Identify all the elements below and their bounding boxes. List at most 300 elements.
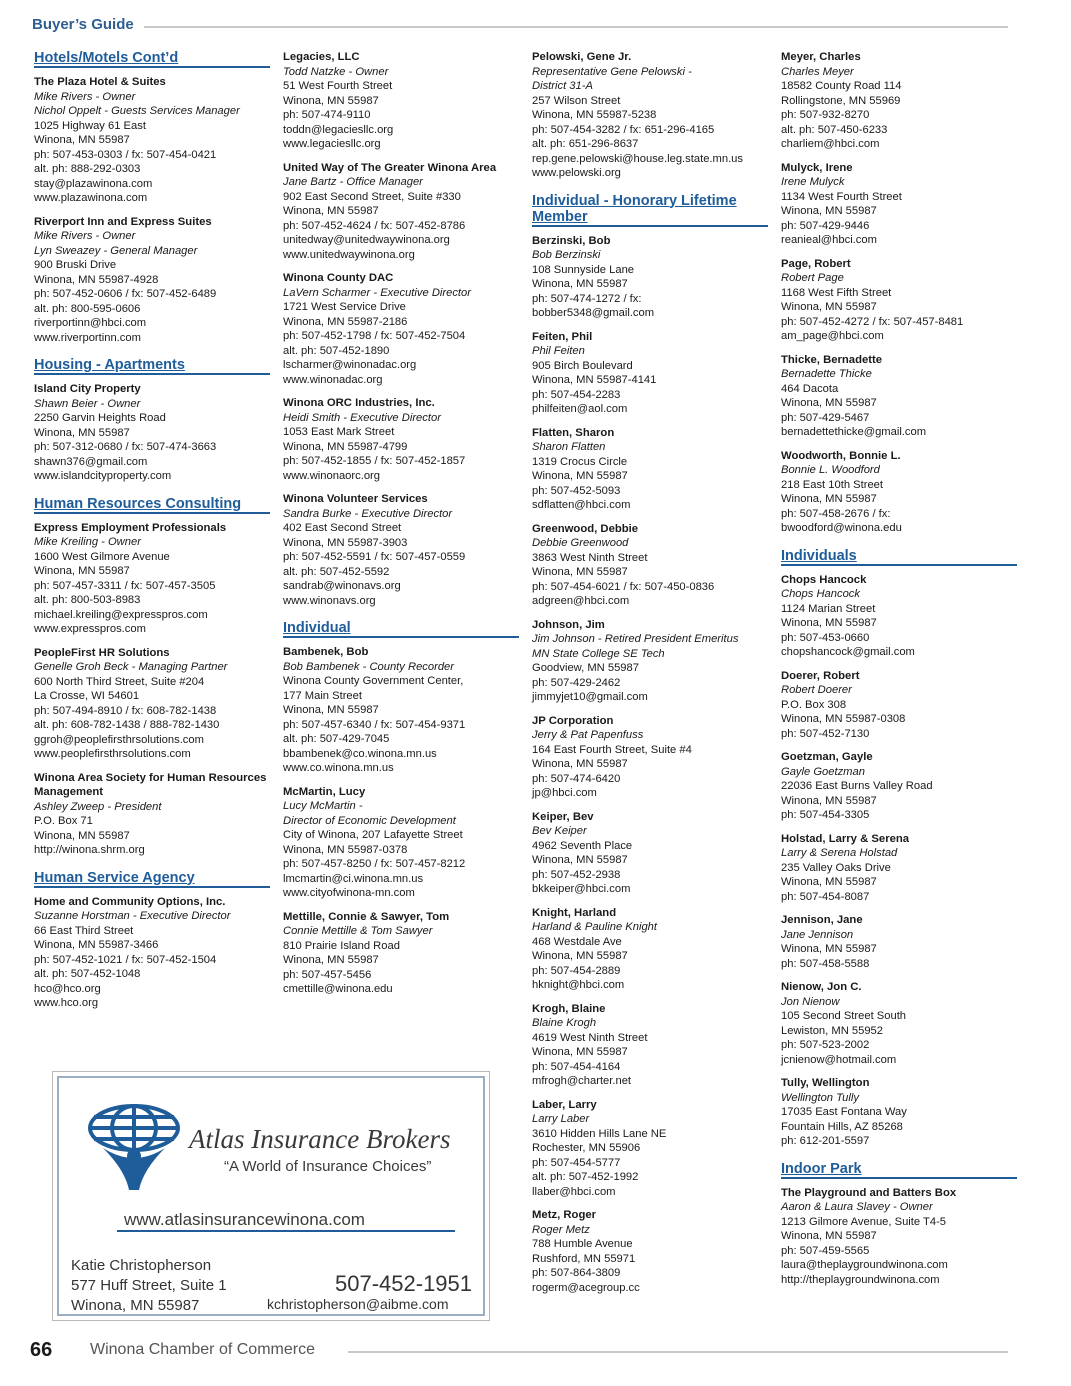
entry-name: Holstad, Larry & Serena <box>781 832 910 845</box>
entry-detail: ph: 507-474-9110 <box>283 109 371 121</box>
entry-name: Tully, Wellington <box>781 1077 870 1089</box>
entry-link[interactable]: shawn376@gmail.com <box>34 455 148 468</box>
entry-name: The Playground and Batters Box <box>781 1186 957 1199</box>
entry-detail: Winona, MN 55987 <box>532 470 628 482</box>
entry-contact: Jane Bartz - Office Manager <box>283 176 423 188</box>
entry-detail: 108 Sunnyside Lane <box>532 263 635 276</box>
directory-entry <box>34 215 270 346</box>
entry-link[interactable]: jcnienow@hotmail.com <box>781 1053 897 1066</box>
directory-entry <box>283 161 519 263</box>
entry-link[interactable]: philfeiten@aol.com <box>532 403 628 415</box>
entry-link[interactable]: www.hco.org <box>34 997 99 1009</box>
entry-link[interactable]: sandrab@winonavs.org <box>283 580 401 592</box>
entry-link[interactable]: lmcmartin@ci.winona.mn.us <box>283 872 424 885</box>
directory-entry <box>283 50 519 152</box>
entry-name: Jennison, Jane <box>781 914 863 926</box>
entry-contact: Connie Mettille & Tom Sawyer <box>283 925 433 937</box>
entry-detail: Winona, MN 55987 <box>781 794 877 807</box>
entry-link[interactable]: www.plazawinona.com <box>34 192 148 204</box>
entry-link[interactable]: bobber5348@gmail.com <box>532 307 655 319</box>
entry-detail: P.O. Box 71 <box>34 815 93 827</box>
entry-detail: ph: 507-429-2462 <box>532 676 621 689</box>
entry-detail: 1721 West Service Drive <box>283 301 406 313</box>
entry-detail: ph: 507-454-5777 <box>532 1156 621 1169</box>
entry-detail: ph: 507-454-6021 / fx: 507-450-0836 <box>532 580 715 593</box>
entry-detail: Winona, MN 55987 <box>532 566 628 578</box>
page-footer <box>30 1339 1008 1363</box>
entry-name: Feiten, Phil <box>532 330 593 343</box>
entry-detail: ph: 507-452-7130 <box>781 727 870 740</box>
entry-name: Chops Hancock <box>781 573 867 586</box>
entry-link[interactable]: www.legaciesllc.org <box>283 138 381 150</box>
entry-contact: Sharon Flatten <box>532 441 606 453</box>
entry-detail: ph: 507-454-4164 <box>532 1060 621 1073</box>
entry-detail: Winona, MN 55987 <box>781 301 877 313</box>
entry-detail: ph: 507-454-2283 <box>532 388 621 401</box>
entry-contact: Bev Keiper <box>532 825 587 837</box>
entry-link[interactable]: ggroh@peoplefirsthrsolutions.com <box>34 733 204 746</box>
entry-detail: ph: 507-452-4272 / fx: 507-457-8481 <box>781 315 964 328</box>
entry-detail: 3610 Hidden Hills Lane NE <box>532 1127 667 1140</box>
entry-name: PeopleFirst HR Solutions <box>34 646 170 659</box>
entry-detail: Winona, MN 55987 <box>532 758 628 770</box>
entry-detail: 1168 West Fifth Street <box>781 286 892 299</box>
entry-link[interactable]: www.riverportinn.com <box>34 331 141 344</box>
directory-entry <box>283 271 519 387</box>
entry-contact: Mike Rivers - Owner <box>34 90 136 103</box>
directory-entry <box>781 832 1017 905</box>
entry-detail: Winona, MN 55987 <box>781 205 877 217</box>
entry-name: Winona County DAC <box>283 272 394 284</box>
entry-detail: 164 East Fourth Street, Suite #4 <box>532 743 692 756</box>
entry-detail: ph: 507-457-3311 / fx: 507-457-3505 <box>34 579 216 592</box>
directory-entry <box>781 750 1017 823</box>
atlas-insurance-advertisement <box>52 1071 490 1321</box>
entry-detail: 788 Humble Avenue <box>532 1238 633 1250</box>
entry-link[interactable]: unitedway@unitedwaywinona.org <box>283 234 450 246</box>
directory-entry <box>781 449 1017 536</box>
entry-detail: 17035 East Fontana Way <box>781 1106 907 1118</box>
entry-name: Winona ORC Industries, Inc. <box>283 397 435 409</box>
directory-entry <box>532 1098 768 1200</box>
entry-detail: 600 North Third Street, Suite #204 <box>34 675 205 688</box>
entry-detail: Rochester, MN 55906 <box>532 1142 641 1154</box>
directory-column-4 <box>781 50 1017 1296</box>
directory-entry <box>781 1076 1017 1149</box>
entry-detail: 468 Westdale Ave <box>532 935 622 948</box>
entry-link[interactable]: www.pelowski.org <box>532 167 621 179</box>
entry-link[interactable]: bkkeiper@hbci.com <box>532 883 631 895</box>
directory-column-2 <box>283 50 519 1006</box>
entry-detail: City of Winona, 207 Lafayette Street <box>283 829 463 841</box>
entry-detail: alt. ph: 608-782-1438 / 888-782-1430 <box>34 719 220 731</box>
entry-detail: Winona, MN 55987-3903 <box>283 536 408 549</box>
entry-contact: Genelle Groh Beck - Managing Partner <box>34 661 228 673</box>
entry-link[interactable]: am_page@hbci.com <box>781 330 884 342</box>
publication-name: Winona Chamber of Commerce <box>90 1341 315 1358</box>
entry-contact: Suzanne Horstman - Executive Director <box>34 910 231 922</box>
entry-name: Woodworth, Bonnie L. <box>781 449 901 462</box>
entry-detail: ph: 507-932-8270 <box>781 109 870 121</box>
entry-link[interactable]: bernadettethicke@gmail.com <box>781 426 927 438</box>
entry-detail: Winona, MN 55987 <box>781 943 877 955</box>
entry-link[interactable]: bbambenek@co.winona.mn.us <box>283 747 437 760</box>
directory-entry <box>34 521 270 637</box>
ad-agent-city: Winona, MN 55987 <box>71 1297 200 1314</box>
directory-entry <box>532 810 768 897</box>
entry-detail: Winona, MN 55987 <box>283 94 379 107</box>
entry-name: Berzinski, Bob <box>532 234 611 247</box>
entry-detail: ph: 612-201-5597 <box>781 1135 870 1147</box>
entry-contact: Sandra Burke - Executive Director <box>283 507 453 520</box>
entry-detail: Winona, MN 55987 <box>34 829 130 842</box>
ad-slogan: “A World of Insurance Choices” <box>224 1158 432 1175</box>
entry-detail: ph: 507-312-0680 / fx: 507-474-3663 <box>34 441 217 453</box>
entry-link[interactable]: reanieal@hbci.com <box>781 234 877 246</box>
entry-detail: Winona, MN 55987 <box>34 426 130 439</box>
entry-detail: Rushford, MN 55971 <box>532 1252 636 1265</box>
entry-contact: Larry Laber <box>532 1113 590 1125</box>
entry-detail: ph: 507-452-5591 / fx: 507-457-0559 <box>283 551 466 563</box>
entry-detail: ph: 507-458-5588 <box>781 957 870 970</box>
entry-name: Legacies, LLC <box>283 51 360 63</box>
entry-link[interactable]: sdflatten@hbci.com <box>532 499 631 511</box>
entry-link[interactable]: riverportinn@hbci.com <box>34 317 147 329</box>
entry-detail: alt. ph: 800-503-8983 <box>34 594 141 606</box>
entry-detail: ph: 507-457-5456 <box>283 968 372 981</box>
entry-detail: 905 Birch Boulevard <box>532 359 633 372</box>
entry-detail: 1319 Crocus Circle <box>532 455 628 468</box>
directory-entry <box>532 1208 768 1295</box>
entry-detail: ph: 507-523-2002 <box>781 1039 870 1051</box>
entry-contact: Blaine Krogh <box>532 1017 597 1029</box>
entry-contact: Chops Hancock <box>781 588 860 600</box>
entry-name: Pelowski, Gene Jr. <box>532 51 632 63</box>
entry-detail: 1124 Marian Street <box>781 602 876 615</box>
entry-link[interactable]: www.winonavs.org <box>283 594 376 607</box>
entry-detail: 402 East Second Street <box>283 522 402 534</box>
directory-entry <box>283 492 519 608</box>
entry-detail: Winona, MN 55987 <box>532 1046 628 1058</box>
entry-detail: Winona, MN 55987 <box>283 954 379 966</box>
entry-contact: Lyn Sweazey - General Manager <box>34 244 198 257</box>
entry-name: Bambenek, Bob <box>283 646 369 658</box>
directory-entry <box>781 573 1017 660</box>
entry-link[interactable]: michael.kreiling@expresspros.com <box>34 608 208 621</box>
entry-link[interactable]: chopshancock@gmail.com <box>781 646 915 658</box>
entry-detail: Winona, MN 55987-0378 <box>283 843 408 856</box>
entry-link[interactable]: http://theplaygroundwinona.com <box>781 1273 940 1286</box>
globe-figure-icon <box>83 1098 185 1192</box>
entry-detail: Winona, MN 55987-4799 <box>283 440 408 453</box>
entry-link[interactable]: jp@hbci.com <box>532 787 597 799</box>
entry-contact: Jerry & Pat Papenfuss <box>532 729 644 741</box>
entry-detail: 810 Prairie Island Road <box>283 939 400 952</box>
entry-detail: ph: 507-452-2938 <box>532 868 621 881</box>
entry-detail: ph: 507-458-2676 / fx: <box>781 507 891 520</box>
entry-link[interactable]: rogerm@acegroup.cc <box>532 1281 640 1294</box>
entry-detail: 464 Dacota <box>781 382 839 395</box>
directory-entry <box>532 522 768 609</box>
header-rule <box>144 26 1008 28</box>
entry-link[interactable]: cmettille@winona.edu <box>283 983 393 995</box>
entry-detail: 218 East 10th Street <box>781 478 883 491</box>
entry-detail: 1053 East Mark Street <box>283 426 395 438</box>
entry-name: Thicke, Bernadette <box>781 353 883 366</box>
entry-detail: ph: 507-457-8250 / fx: 507-457-8212 <box>283 858 466 870</box>
entry-detail: 4619 West Ninth Street <box>532 1031 648 1044</box>
entry-name: Express Employment Professionals <box>34 521 227 534</box>
entry-detail: Winona, MN 55987 <box>781 1230 877 1242</box>
entry-detail: Winona, MN 55987 <box>34 565 130 577</box>
ad-agent-street: 577 Huff Street, Suite 1 <box>71 1277 227 1294</box>
entry-detail: Winona, MN 55987-4141 <box>532 374 657 386</box>
entry-detail: alt. ph: 507-429-7045 <box>283 733 390 745</box>
entry-link[interactable]: www.co.winona.mn.us <box>283 762 394 774</box>
entry-detail: ph: 507-452-5093 <box>532 484 621 497</box>
entry-detail: ph: 507-494-8910 / fx: 608-782-1438 <box>34 704 217 717</box>
entry-contact: Charles Meyer <box>781 65 854 78</box>
entry-contact: Mike Kreiling - Owner <box>34 536 141 548</box>
entry-link[interactable]: hknight@hbci.com <box>532 979 625 991</box>
entry-detail: ph: 507-459-5565 <box>781 1244 870 1257</box>
entry-link[interactable]: www.winonadac.org <box>283 373 383 386</box>
entry-link[interactable]: http://winona.shrm.org <box>34 844 145 856</box>
entry-detail: 22036 East Burns Valley Road <box>781 780 933 792</box>
entry-detail: Fountain Hills, AZ 85268 <box>781 1120 903 1133</box>
entry-detail: ph: 507-452-1798 / fx: 507-452-7504 <box>283 330 466 342</box>
entry-detail: ph: 507-453-0303 / fx: 507-454-0421 <box>34 148 217 161</box>
entry-contact: Bernadette Thicke <box>781 368 872 380</box>
directory-entry <box>781 257 1017 344</box>
entry-detail: Lewiston, MN 55952 <box>781 1024 883 1037</box>
entry-contact: Director of Economic Development <box>283 814 456 827</box>
entry-name: Goetzman, Gayle <box>781 751 873 763</box>
entry-link[interactable]: jimmyjet10@gmail.com <box>532 691 648 703</box>
directory-entry <box>34 771 270 858</box>
entry-link[interactable]: laura@theplaygroundwinona.com <box>781 1259 948 1271</box>
entry-detail: Winona, MN 55987-0308 <box>781 713 906 725</box>
entry-name: Meyer, Charles <box>781 51 861 63</box>
ad-divider <box>117 1230 455 1232</box>
entry-detail: 3863 West Ninth Street <box>532 551 648 564</box>
entry-link[interactable]: lscharmer@winonadac.org <box>283 359 417 371</box>
page-number: 66 <box>30 1339 53 1361</box>
entry-detail: 105 Second Street South <box>781 1010 907 1022</box>
entry-detail: Rollingstone, MN 55969 <box>781 94 901 107</box>
directory-entry <box>34 646 270 762</box>
directory-entry <box>781 161 1017 248</box>
entry-detail: ph: 507-474-1272 / fx: <box>532 292 642 305</box>
entry-detail: 257 Wilson Street <box>532 94 621 107</box>
entry-detail: 177 Main Street <box>283 689 362 702</box>
directory-entry <box>781 913 1017 971</box>
entry-contact: Phil Feiten <box>532 345 585 357</box>
section-heading: Human Resources Consulting <box>34 496 270 514</box>
entry-name: Keiper, Bev <box>532 810 594 823</box>
entry-detail: ph: 507-454-8087 <box>781 890 870 903</box>
entry-contact: Debbie Greenwood <box>532 537 629 549</box>
entry-detail: alt. ph: 507-452-1890 <box>283 344 390 357</box>
entry-name: Mulyck, Irene <box>781 161 853 174</box>
ad-agent-block <box>71 1256 227 1316</box>
entry-name: Nienow, Jon C. <box>781 981 862 993</box>
entry-detail: 66 East Third Street <box>34 924 134 937</box>
entry-contact: Jon Nienow <box>781 995 840 1008</box>
entry-detail: ph: 507-452-1855 / fx: 507-452-1857 <box>283 455 466 467</box>
section-heading: Individual - Honorary Lifetime Member <box>532 193 768 227</box>
entry-contact: Larry & Serena Holstad <box>781 847 898 859</box>
directory-entry <box>34 895 270 1011</box>
ad-website[interactable]: www.atlasinsurancewinona.com <box>124 1210 365 1229</box>
directory-entry <box>781 50 1017 152</box>
directory-entry <box>532 906 768 993</box>
entry-link[interactable]: adgreen@hbci.com <box>532 595 630 607</box>
section-heading: Indoor Park <box>781 1161 1017 1179</box>
directory-entry <box>781 980 1017 1067</box>
entry-contact: Shawn Beier - Owner <box>34 397 141 410</box>
entry-detail: ph: 507-864-3809 <box>532 1267 621 1279</box>
entry-name: Home and Community Options, Inc. <box>34 895 226 908</box>
entry-detail: Winona, MN 55987 <box>532 950 628 962</box>
entry-contact: Nichol Oppelt - Guests Services Manager <box>34 105 240 117</box>
entry-detail: 18582 County Road 114 <box>781 80 902 92</box>
entry-detail: alt. ph: 507-452-1048 <box>34 968 141 980</box>
directory-entry <box>532 50 768 181</box>
ad-email[interactable]: kchristopherson@aibme.com <box>267 1296 449 1312</box>
entry-detail: ph: 507-454-2889 <box>532 964 621 977</box>
directory-entry <box>34 75 270 206</box>
entry-detail: 1134 West Fourth Street <box>781 190 902 203</box>
directory-entry <box>532 714 768 801</box>
entry-name: Krogh, Blaine <box>532 1002 606 1015</box>
entry-contact: Bonnie L. Woodford <box>781 464 880 476</box>
entry-contact: Robert Page <box>781 272 844 284</box>
entry-link[interactable]: stay@plazawinona.com <box>34 177 153 190</box>
entry-detail: alt. ph: 507-450-6233 <box>781 123 888 136</box>
entry-name: Knight, Harland <box>532 906 617 919</box>
directory-column-3 <box>532 50 768 1304</box>
entry-detail: alt. ph: 651-296-8637 <box>532 138 639 150</box>
entry-detail: 235 Valley Oaks Drive <box>781 861 891 874</box>
entry-detail: Goodview, MN 55987 <box>532 662 639 674</box>
section-heading: Human Service Agency <box>34 870 270 888</box>
entry-detail: ph: 507-452-4624 / fx: 507-452-8786 <box>283 219 466 232</box>
entry-link[interactable]: www.islandcityproperty.com <box>34 470 172 482</box>
entry-detail: 1213 Gilmore Avenue, Suite T4-5 <box>781 1215 947 1228</box>
entry-name: McMartin, Lucy <box>283 785 366 798</box>
entry-detail: alt. ph: 888-292-0303 <box>34 163 141 175</box>
entry-contact: District 31-A <box>532 80 593 92</box>
entry-detail: ph: 507-474-6420 <box>532 772 621 785</box>
entry-detail: La Crosse, WI 54601 <box>34 690 140 702</box>
entry-link[interactable]: hco@hco.org <box>34 982 101 995</box>
page-header <box>32 16 1008 38</box>
entry-detail: ph: 507-429-5467 <box>781 411 870 424</box>
entry-detail: Winona, MN 55987 <box>532 854 628 866</box>
entry-detail: Winona, MN 55987-4928 <box>34 273 159 286</box>
ad-agent-name: Katie Christopherson <box>71 1257 212 1274</box>
entry-contact: Lucy McMartin - <box>283 800 363 812</box>
entry-detail: 2250 Garvin Heights Road <box>34 412 166 424</box>
entry-detail: Winona, MN 55987 <box>532 278 628 290</box>
entry-detail: Winona, MN 55987 <box>34 134 130 146</box>
entry-name: Flatten, Sharon <box>532 426 615 439</box>
entry-detail: ph: 507-454-3282 / fx: 651-296-4165 <box>532 123 715 136</box>
entry-detail: 900 Bruski Drive <box>34 259 117 271</box>
entry-detail: ph: 507-453-0660 <box>781 631 870 644</box>
entry-contact: Todd Natzke - Owner <box>283 65 389 78</box>
entry-link[interactable]: rep.gene.pelowski@house.leg.state.mn.us <box>532 152 743 165</box>
directory-entry <box>781 669 1017 742</box>
directory-entry <box>283 785 519 901</box>
entry-link[interactable]: www.winonaorc.org <box>283 469 380 482</box>
entry-detail: alt. ph: 507-452-5592 <box>283 565 390 578</box>
entry-detail: ph: 507-454-3305 <box>781 809 870 821</box>
directory-entry <box>34 382 270 484</box>
section-heading: Individuals <box>781 548 1017 566</box>
footer-rule <box>348 1351 1008 1353</box>
entry-detail: Winona, MN 55987 <box>781 617 877 629</box>
entry-detail: ph: 507-452-0606 / fx: 507-452-6489 <box>34 288 217 300</box>
directory-entry <box>532 1002 768 1089</box>
entry-link[interactable]: www.peoplefirsthrsolutions.com <box>34 748 191 760</box>
entry-contact: Gayle Goetzman <box>781 765 865 778</box>
entry-link[interactable]: mfrogh@charter.net <box>532 1075 632 1087</box>
header-title: Buyer’s Guide <box>32 16 134 33</box>
entry-detail: 51 West Fourth Street <box>283 80 393 92</box>
entry-detail: Winona, MN 55987-3466 <box>34 939 159 951</box>
entry-name: Laber, Larry <box>532 1098 597 1111</box>
entry-link[interactable]: www.cityofwinona-mn.com <box>283 887 415 899</box>
entry-contact: Wellington Tully <box>781 1091 859 1104</box>
entry-contact: Mike Rivers - Owner <box>34 230 136 242</box>
entry-detail: Winona, MN 55987 <box>781 397 877 409</box>
entry-detail: 1025 Highway 61 East <box>34 119 146 132</box>
entry-link[interactable]: www.expresspros.com <box>34 623 146 635</box>
directory-entry <box>781 353 1017 440</box>
entry-link[interactable]: charliem@hbci.com <box>781 138 880 150</box>
directory-entry <box>283 645 519 776</box>
entry-link[interactable]: toddn@legaciesllc.org <box>283 123 394 136</box>
entry-link[interactable]: bwoodford@winona.edu <box>781 522 902 534</box>
entry-name: Greenwood, Debbie <box>532 522 639 535</box>
directory-column-1 <box>34 50 270 1020</box>
entry-contact: Aaron & Laura Slavey - Owner <box>781 1201 933 1213</box>
entry-name: Mettille, Connie & Sawyer, Tom <box>283 910 450 923</box>
entry-contact: Bob Berzinski <box>532 249 601 261</box>
entry-name: United Way of The Greater Winona Area <box>283 161 497 174</box>
entry-name: Metz, Roger <box>532 1209 597 1221</box>
entry-link[interactable]: www.unitedwaywinona.org <box>283 248 415 261</box>
entry-name: Winona Area Society for Human Resources Management <box>34 771 267 798</box>
entry-contact: MN State College SE Tech <box>532 647 665 660</box>
entry-contact: Representative Gene Pelowski - <box>532 65 692 78</box>
entry-detail: 1600 West Gilmore Avenue <box>34 550 170 563</box>
entry-name: Doerer, Robert <box>781 669 860 682</box>
entry-detail: ph: 507-452-1021 / fx: 507-452-1504 <box>34 953 217 966</box>
entry-detail: 902 East Second Street, Suite #330 <box>283 190 461 203</box>
entry-link[interactable]: llaber@hbci.com <box>532 1185 616 1198</box>
entry-detail: P.O. Box 308 <box>781 698 847 711</box>
entry-detail: 4962 Seventh Place <box>532 839 633 852</box>
entry-contact: Heidi Smith - Executive Director <box>283 411 441 424</box>
entry-detail: Winona, MN 55987 <box>781 876 877 888</box>
entry-detail: Winona, MN 55987 <box>283 704 379 716</box>
section-heading: Hotels/Motels Cont’d <box>34 50 270 68</box>
entry-detail: Winona, MN 55987 <box>283 205 379 217</box>
directory-entry <box>532 426 768 513</box>
